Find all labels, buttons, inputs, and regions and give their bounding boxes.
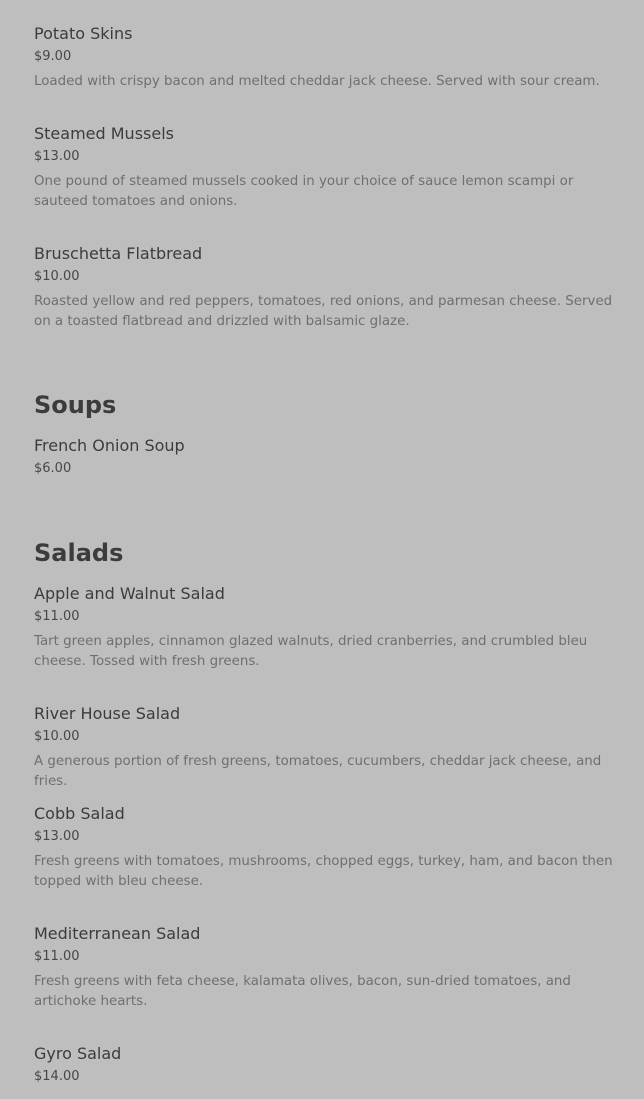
item-name: Apple and Walnut Salad	[34, 584, 225, 603]
item-price: $13.00	[34, 149, 80, 164]
section-title-salads: Salads	[34, 539, 124, 567]
item-price: $9.00	[34, 49, 72, 64]
menu-item-potato-skins	[34, 24, 614, 89]
menu-item-mediterranean-salad	[34, 924, 614, 1009]
item-name: River House Salad	[34, 704, 181, 723]
item-name: Gyro Salad	[34, 1044, 122, 1063]
menu-item-cobb-salad	[34, 804, 614, 889]
item-description: Roasted yellow and red peppers, tomatoes, red onions, and parmesan cheese. Served on a toasted flatbread and drizzled with balsamic glaze.	[34, 294, 613, 329]
menu-item-steamed-mussels	[34, 124, 614, 209]
item-description: Fresh greens with tomatoes, mushrooms, chopped eggs, turkey, ham, and bacon then topped with bleu cheese.	[34, 854, 613, 889]
section-title-soups: Soups	[34, 391, 117, 419]
menu-item-bruschetta-flatbread	[34, 244, 614, 329]
item-price: $11.00	[34, 609, 80, 624]
item-description: Tart green apples, cinnamon glazed walnuts, dried cranberries, and crumbled bleu cheese. Tossed with fresh greens.	[34, 634, 588, 669]
item-description: A generous portion of fresh greens, tomatoes, cucumbers, cheddar jack cheese, and fries.	[34, 754, 602, 789]
item-price: $10.00	[34, 269, 80, 284]
item-price: $6.00	[34, 461, 72, 476]
item-description: One pound of steamed mussels cooked in your choice of sauce lemon scampi or sauteed tomatoes and onions.	[34, 174, 574, 209]
menu-item-river-house-salad	[34, 704, 614, 789]
item-price: $10.00	[34, 729, 80, 744]
item-name: Mediterranean Salad	[34, 924, 201, 943]
item-name: Bruschetta Flatbread	[34, 244, 203, 263]
menu-item-apple-walnut-salad	[34, 584, 614, 669]
item-description: Fresh greens with feta cheese, kalamata olives, bacon, sun-dried tomatoes, and artichoke hearts.	[34, 974, 571, 1009]
item-price: $14.00	[34, 1069, 80, 1084]
item-name: Cobb Salad	[34, 804, 125, 823]
item-price: $13.00	[34, 829, 80, 844]
item-name: Steamed Mussels	[34, 124, 174, 143]
item-price: $11.00	[34, 949, 80, 964]
item-name: French Onion Soup	[34, 436, 185, 455]
item-description: Loaded with crispy bacon and melted cheddar jack cheese. Served with sour cream.	[34, 74, 600, 89]
menu-item-french-onion-soup	[34, 436, 614, 476]
item-name: Potato Skins	[34, 24, 133, 43]
menu-item-gyro-salad	[34, 1044, 614, 1084]
